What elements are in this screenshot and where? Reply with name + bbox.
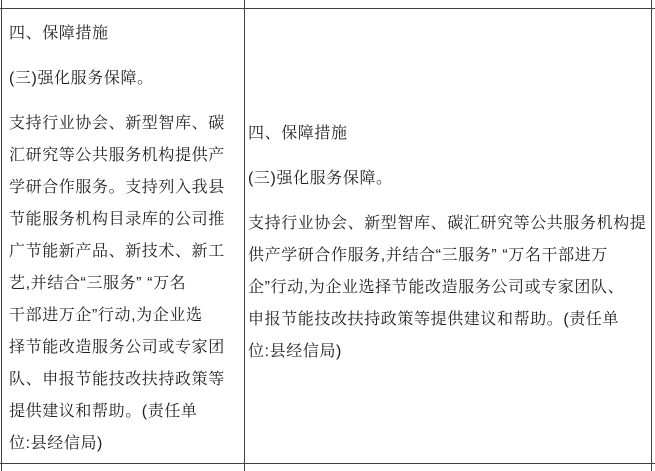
- body-paragraph: [248, 208, 648, 368]
- paragraph-line: 提供建议和帮助。(责任单: [9, 403, 198, 420]
- table-row-border-bottom: [0, 463, 655, 464]
- paragraph-line: 申报节能技改扶持政策等提供建议和帮助。(责任单: [248, 310, 620, 328]
- subsection-heading: (三)强化服务保障。: [9, 70, 154, 87]
- paragraph-line: 支持行业协会、新型智库、碳汇研究等公共服务机构提: [248, 214, 647, 232]
- body-paragraph: [9, 108, 243, 460]
- paragraph-line: 队、申报节能技改扶持政策等: [9, 371, 225, 388]
- table-column-divider: [244, 0, 245, 471]
- section-heading: 四、保障措施: [9, 25, 109, 42]
- paragraph-line: 汇研究等公共服务机构提供产: [9, 147, 225, 164]
- subsection-heading: (三)强化服务保障。: [248, 169, 393, 187]
- section-heading: 四、保障措施: [248, 124, 348, 142]
- paragraph-line: 节能服务机构目录库的公司推: [9, 211, 225, 228]
- paragraph-line: 支持行业协会、新型智库、碳: [9, 115, 225, 132]
- paragraph-line: 企”行动,为企业选择节能改造服务公司或专家团队、: [248, 278, 625, 296]
- paragraph-line: 位:县经信局): [9, 435, 103, 452]
- paragraph-line: 择节能改造服务公司或专家团: [9, 339, 225, 356]
- paragraph-line: 位:县经信局): [248, 342, 342, 360]
- paragraph-line: 学研合作服务。支持列入我县: [9, 179, 225, 196]
- paragraph-line: 供产学研合作服务,并结合“三服务” “万名干部进万: [248, 246, 608, 264]
- paragraph-line: 干部进万企”行动,为企业选: [9, 307, 203, 324]
- table-border-left: [1, 0, 2, 471]
- paragraph-line: 广节能新产品、新技术、新工: [9, 243, 225, 260]
- table-border-right: [651, 0, 652, 471]
- paragraph-line: 艺,并结合“三服务” “万名: [9, 275, 187, 292]
- table-cell-right: [248, 8, 648, 463]
- table-cell-left: [9, 18, 243, 460]
